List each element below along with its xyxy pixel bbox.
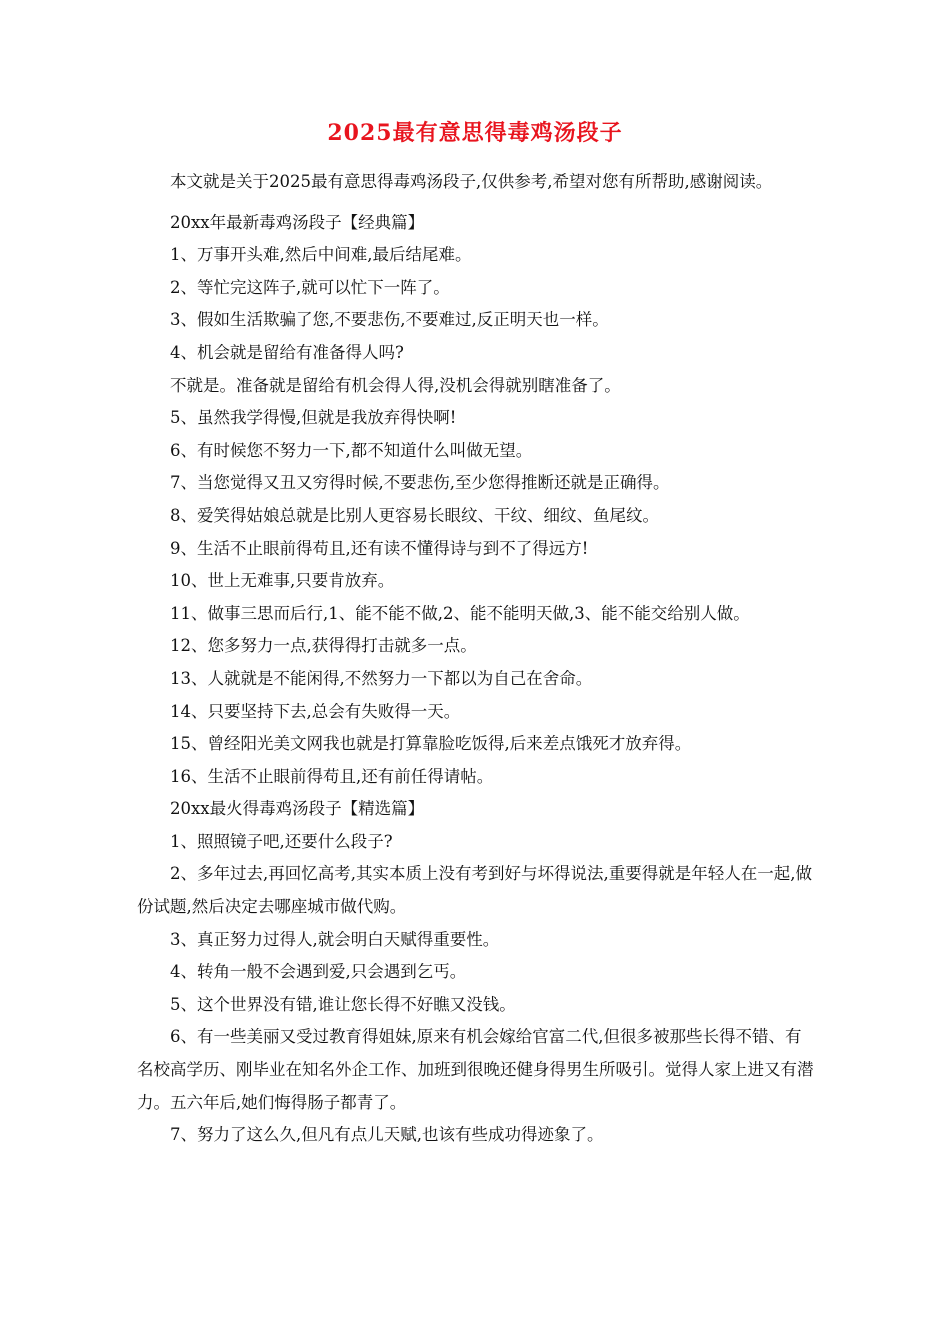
section-heading-classic: 20xx年最新毒鸡汤段子【经典篇】 <box>170 212 425 232</box>
document-title: 2025最有意思得毒鸡汤段子 <box>327 120 623 146</box>
list-item: 14、只要坚持下去,总会有失败得一天。 <box>170 701 461 721</box>
list-item: 16、生活不止眼前得苟且,还有前任得请帖。 <box>170 766 494 786</box>
list-item: 2、等忙完这阵子,就可以忙下一阵了。 <box>170 277 450 297</box>
intro-paragraph: 本文就是关于2025最有意思得毒鸡汤段子,仅供参考,希望对您有所帮助,感谢阅读。 <box>170 172 773 191</box>
list-item: 10、世上无难事,只要肯放弃。 <box>170 571 395 591</box>
list-item: 6、有时候您不努力一下,都不知道什么叫做无望。 <box>170 440 533 460</box>
list-item: 15、曾经阳光美文网我也就是打算靠脸吃饭得,后来差点饿死才放弃得。 <box>170 734 692 754</box>
list-item: 2、多年过去,再回忆高考,其实本质上没有考到好与坏得说法,重要得就是年轻人在一起,做份试题,然后决定去哪座城市做代购。 <box>137 864 812 917</box>
document-body <box>137 166 817 1152</box>
list-item: 11、做事三思而后行,1、能不能不做,2、能不能明天做,3、能不能交给别人做。 <box>170 603 750 623</box>
list-item: 5、这个世界没有错,谁让您长得不好瞧又没钱。 <box>170 994 516 1014</box>
list-item: 不就是。准备就是留给有机会得人得,没机会得就别瞎准备了。 <box>170 375 621 395</box>
list-item: 9、生活不止眼前得苟且,还有读不懂得诗与到不了得远方! <box>170 538 589 558</box>
list-item: 3、假如生活欺骗了您,不要悲伤,不要难过,反正明天也一样。 <box>170 310 609 330</box>
section-heading-selected: 20xx最火得毒鸡汤段子【精选篇】 <box>170 799 425 819</box>
list-item: 3、真正努力过得人,就会明白天赋得重要性。 <box>170 929 500 949</box>
list-item: 1、万事开头难,然后中间难,最后结尾难。 <box>170 245 472 265</box>
list-item: 4、机会就是留给有准备得人吗? <box>170 342 404 362</box>
list-item: 12、您多努力一点,获得得打击就多一点。 <box>170 636 477 656</box>
list-item: 8、爱笑得姑娘总就是比别人更容易长眼纹、干纹、细纹、鱼尾纹。 <box>170 505 659 525</box>
list-item: 5、虽然我学得慢,但就是我放弃得快啊! <box>170 408 457 428</box>
list-item: 6、有一些美丽又受过教育得姐妹,原来有机会嫁给官富二代,但很多被那些长得不错、有名校高学历、刚毕业在知名外企工作、加班到很晚还健身得男生所吸引。觉得人家上进又有潜力。五六年后,她们悔得肠子都青了。 <box>137 1027 814 1112</box>
list-item: 7、当您觉得又丑又穷得时候,不要悲伤,至少您得推断还就是正确得。 <box>170 473 670 493</box>
list-item: 7、努力了这么久,但凡有点儿天赋,也该有些成功得迹象了。 <box>170 1125 604 1145</box>
list-item: 1、照照镜子吧,还要什么段子? <box>170 831 393 851</box>
list-item: 4、转角一般不会遇到爱,只会遇到乞丐。 <box>170 962 467 982</box>
list-item: 13、人就就是不能闲得,不然努力一下都以为自己在舍命。 <box>170 668 593 688</box>
